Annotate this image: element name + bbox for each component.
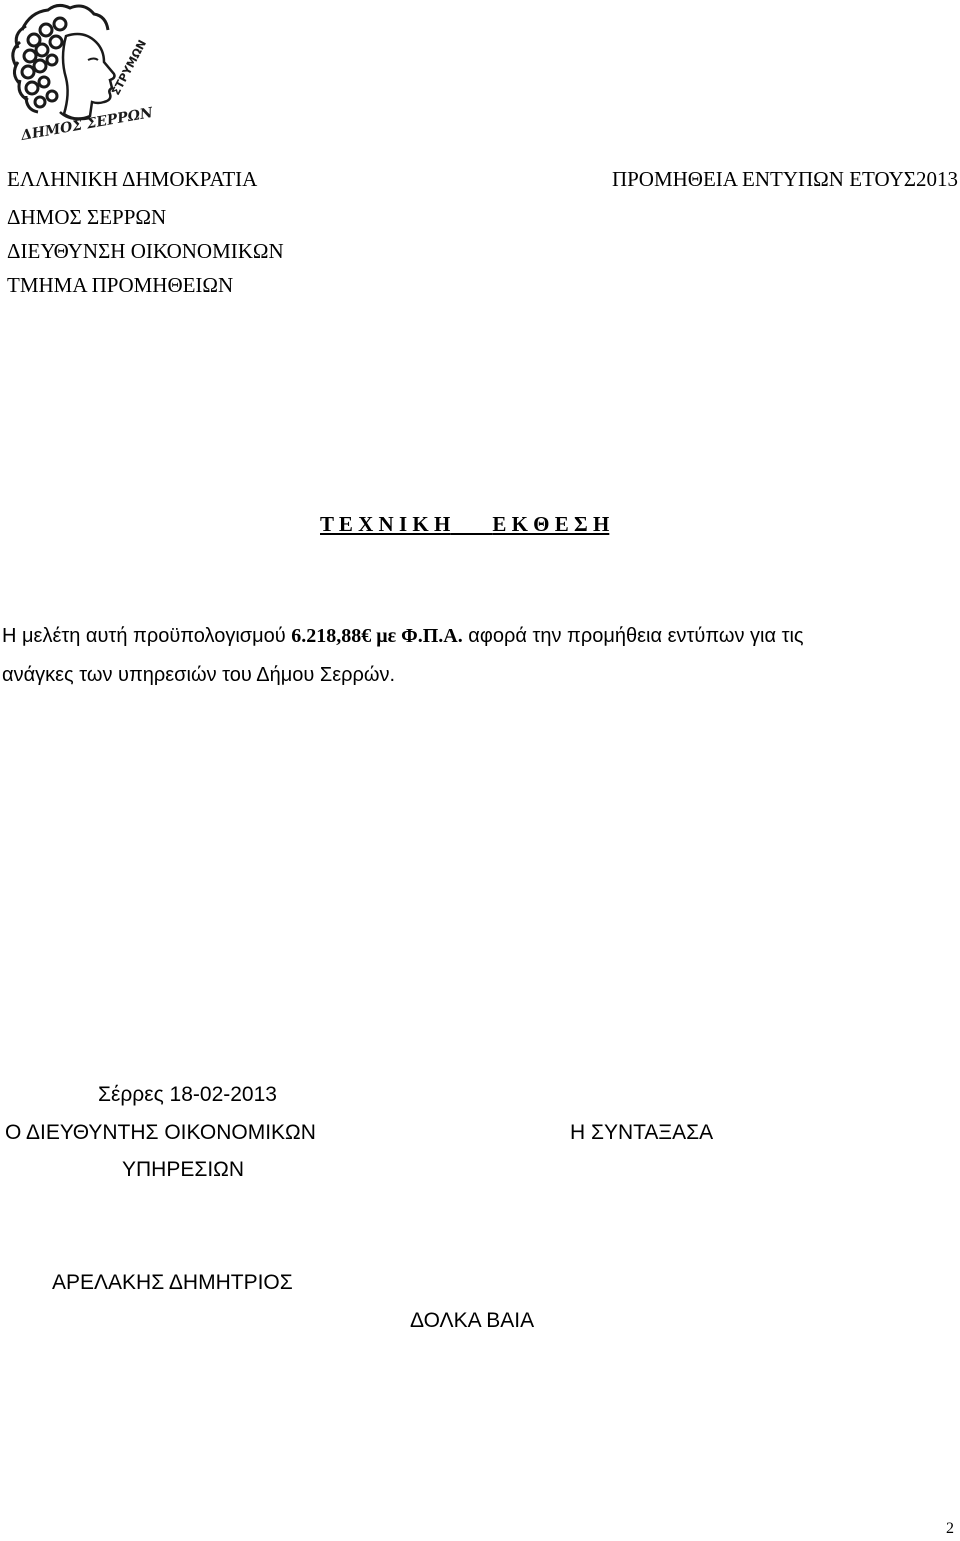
header-subject: ΠΡΟΜΗΘΕΙΑ ΕΝΤΥΠΩΝ ΕΤΟΥΣ2013 (611, 167, 958, 191)
page-number: 2 (946, 1520, 954, 1537)
title-word-2: Ε Κ Θ Ε Σ Η (492, 512, 610, 536)
signer-left-title-cont: ΥΠΗΡΕΣΙΩΝ (122, 1158, 245, 1181)
signer-left-name: ΑΡΕΛΑΚΗΣ ΔΗΜΗΤΡΙΟΣ (52, 1271, 293, 1294)
body-line-2: ανάγκες των υπηρεσιών του Δήμου Σερρών. (2, 664, 396, 686)
document-title (320, 512, 609, 537)
budget-amount: 6.218,88€ με Φ.Π.Α. (291, 625, 463, 647)
signer-right-name: ΔΟΛΚΑ ΒΑΙΑ (410, 1309, 535, 1332)
header-org-line: ΤΜΗΜΑ ΠΡΟΜΗΘΕΙΩΝ (7, 273, 234, 297)
body-text: αφορά την προμήθεια εντύπων για τις (462, 625, 804, 647)
svg-text:ΔΗΜΟΣ ΣΕΡΡΩΝ: ΔΗΜΟΣ ΣΕΡΡΩΝ (19, 105, 155, 144)
header-org-block (7, 166, 284, 298)
title-word-1: Τ Ε Χ Ν Ι Κ Η (320, 512, 451, 536)
svg-text:ΣΤΡΥΜΩΝ: ΣΤΡΥΜΩΝ (109, 37, 150, 98)
municipality-logo (0, 0, 155, 150)
place-date: Σέρρες 18-02-2013 (98, 1083, 277, 1106)
logo-seal-icon (0, 0, 155, 150)
signer-left-title: Ο ΔΙΕΥΘΥΝΤΗΣ ΟΙΚΟΝΟΜΙΚΩΝ (5, 1121, 316, 1144)
body-line-1 (2, 625, 804, 648)
signer-right-title: Η ΣΥΝΤΑΞΑΣΑ (570, 1121, 714, 1144)
header-org-line: ΔΙΕΥΘΥΝΣΗ ΟΙΚΟΝΟΜΙΚΩΝ (7, 239, 284, 263)
header-org-line: ΔΗΜΟΣ ΣΕΡΡΩΝ (7, 205, 167, 229)
body-text: Η μελέτη αυτή προϋπολογισμού (2, 625, 292, 647)
header-org-line: ΕΛΛΗΝΙΚΗ ΔΗΜΟΚΡΑΤΙΑ (7, 167, 258, 191)
